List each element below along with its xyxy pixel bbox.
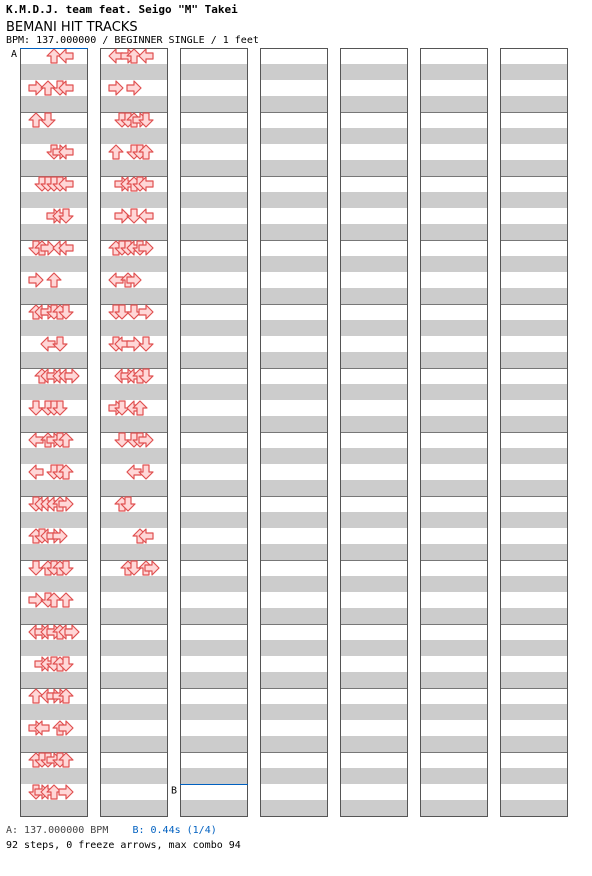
stripe xyxy=(20,512,88,528)
stripe xyxy=(260,768,328,784)
stripe xyxy=(420,192,488,208)
stripe xyxy=(180,320,248,336)
stripe xyxy=(500,640,568,656)
stripe xyxy=(340,128,408,144)
stripe xyxy=(340,768,408,784)
stripe xyxy=(500,512,568,528)
stripe xyxy=(260,256,328,272)
stripe xyxy=(340,544,408,560)
arrow-up-icon xyxy=(133,401,147,415)
arrow-left-icon xyxy=(59,241,73,255)
stripe xyxy=(100,448,168,464)
stripe xyxy=(340,64,408,80)
stripe xyxy=(180,256,248,272)
chart-column xyxy=(500,49,568,817)
stripe xyxy=(180,128,248,144)
arrow-up-icon xyxy=(47,273,61,287)
stripe xyxy=(260,192,328,208)
stripe xyxy=(260,320,328,336)
stripe xyxy=(20,96,88,112)
stripe xyxy=(260,64,328,80)
stripe xyxy=(260,448,328,464)
stripe xyxy=(20,160,88,176)
stripe xyxy=(340,224,408,240)
stripe xyxy=(420,736,488,752)
stripe xyxy=(180,800,248,816)
stripe xyxy=(340,448,408,464)
stripe xyxy=(340,352,408,368)
stripe xyxy=(180,192,248,208)
chart-column xyxy=(260,49,328,817)
stripe xyxy=(500,320,568,336)
stripe xyxy=(100,352,168,368)
stripe xyxy=(20,288,88,304)
stripe xyxy=(20,320,88,336)
song-title: BEMANI HIT TRACKS xyxy=(6,20,138,35)
stripe xyxy=(420,448,488,464)
stripe xyxy=(340,640,408,656)
stripe xyxy=(420,384,488,400)
stripe xyxy=(420,320,488,336)
stripe xyxy=(260,288,328,304)
stripe xyxy=(20,800,88,816)
arrow-down-icon xyxy=(41,113,55,127)
stripe xyxy=(100,640,168,656)
stripe xyxy=(500,256,568,272)
stripe xyxy=(20,672,88,688)
stripe xyxy=(420,704,488,720)
stripe xyxy=(180,768,248,784)
stripe xyxy=(260,512,328,528)
arrow-left-icon xyxy=(139,209,153,223)
stripe xyxy=(260,608,328,624)
stripe xyxy=(500,64,568,80)
stripe xyxy=(500,384,568,400)
stripe xyxy=(20,736,88,752)
stripe xyxy=(500,608,568,624)
stripe xyxy=(420,256,488,272)
stripe xyxy=(420,608,488,624)
chart-column xyxy=(340,49,408,817)
stripe xyxy=(20,352,88,368)
stripe xyxy=(20,448,88,464)
stripe xyxy=(260,128,328,144)
stripe xyxy=(100,512,168,528)
stripe xyxy=(420,128,488,144)
marker-b-label: B xyxy=(171,785,178,797)
stripe xyxy=(340,416,408,432)
stripe xyxy=(500,96,568,112)
stripe xyxy=(20,544,88,560)
stripe xyxy=(180,704,248,720)
arrow-down-icon xyxy=(139,465,153,479)
stripe xyxy=(500,192,568,208)
stripe xyxy=(180,640,248,656)
stripe xyxy=(100,480,168,496)
stripe xyxy=(340,384,408,400)
stripe xyxy=(100,800,168,816)
stripe xyxy=(180,736,248,752)
stripe xyxy=(180,352,248,368)
stripe xyxy=(260,800,328,816)
stripe xyxy=(420,352,488,368)
stripe xyxy=(100,576,168,592)
stripe xyxy=(260,640,328,656)
stripe xyxy=(420,96,488,112)
stripe xyxy=(180,160,248,176)
stripe xyxy=(100,224,168,240)
arrow-right-icon xyxy=(127,81,141,95)
stripe xyxy=(180,288,248,304)
stripe xyxy=(180,576,248,592)
footer-timing xyxy=(6,825,217,836)
stripe xyxy=(340,576,408,592)
stripe xyxy=(100,288,168,304)
stripe xyxy=(100,608,168,624)
stripe xyxy=(20,128,88,144)
chart-info: BPM: 137.000000 / BEGINNER SINGLE / 1 feet xyxy=(6,35,259,46)
stripe xyxy=(180,512,248,528)
stripe xyxy=(500,736,568,752)
stripe xyxy=(100,736,168,752)
stripe xyxy=(340,96,408,112)
stripe xyxy=(20,608,88,624)
stripe xyxy=(180,448,248,464)
stripe xyxy=(20,384,88,400)
arrow-right-icon xyxy=(65,369,79,383)
stripe xyxy=(340,608,408,624)
stripe xyxy=(340,160,408,176)
stripe xyxy=(180,96,248,112)
stripe xyxy=(100,416,168,432)
stripe xyxy=(500,224,568,240)
stripe xyxy=(420,640,488,656)
stripe xyxy=(420,800,488,816)
arrow-right-icon xyxy=(65,625,79,639)
stripe xyxy=(260,736,328,752)
stripe xyxy=(420,768,488,784)
stripe xyxy=(180,224,248,240)
stripe xyxy=(340,192,408,208)
stripe xyxy=(20,256,88,272)
stripe xyxy=(180,672,248,688)
arrow-down-icon xyxy=(59,209,73,223)
stripe xyxy=(100,704,168,720)
stripe xyxy=(500,352,568,368)
arrow-left-icon xyxy=(29,465,43,479)
stripe xyxy=(260,544,328,560)
stop-text: B: 0.44s (1/4) xyxy=(132,825,217,836)
stripe xyxy=(100,128,168,144)
stripe xyxy=(420,512,488,528)
stripe xyxy=(180,480,248,496)
arrow-up-icon xyxy=(59,593,73,607)
stripe xyxy=(420,64,488,80)
arrow-right-icon xyxy=(109,81,123,95)
chart-column xyxy=(180,49,248,817)
stripe xyxy=(20,576,88,592)
stripe xyxy=(260,480,328,496)
stripe xyxy=(20,64,88,80)
stripe xyxy=(420,576,488,592)
stripe xyxy=(340,704,408,720)
stripe xyxy=(340,288,408,304)
stripe xyxy=(260,224,328,240)
arrow-left-icon xyxy=(59,49,73,63)
footer-stats: 92 steps, 0 freeze arrows, max combo 94 xyxy=(6,840,241,851)
stripe xyxy=(20,640,88,656)
stripe xyxy=(500,448,568,464)
stripe xyxy=(20,480,88,496)
stripe xyxy=(340,320,408,336)
stripe xyxy=(500,800,568,816)
stripe xyxy=(500,160,568,176)
stripe xyxy=(260,704,328,720)
stripe xyxy=(100,544,168,560)
stripe xyxy=(500,416,568,432)
stripe xyxy=(500,576,568,592)
stripe xyxy=(500,288,568,304)
stripe xyxy=(500,544,568,560)
stripe xyxy=(260,384,328,400)
stripe xyxy=(100,384,168,400)
stripe xyxy=(340,480,408,496)
stripe xyxy=(180,544,248,560)
stripe xyxy=(180,384,248,400)
stripe xyxy=(420,224,488,240)
stripe xyxy=(260,160,328,176)
stripe xyxy=(20,224,88,240)
stripe xyxy=(100,320,168,336)
stripe xyxy=(340,256,408,272)
stripe xyxy=(260,576,328,592)
arrow-right-icon xyxy=(59,785,73,799)
bpm-change-text: A: 137.000000 BPM xyxy=(6,825,109,836)
chart-column xyxy=(420,49,488,817)
stripe xyxy=(180,608,248,624)
stripe xyxy=(340,672,408,688)
stripe xyxy=(420,416,488,432)
arrow-down-icon xyxy=(53,337,67,351)
stripe xyxy=(500,672,568,688)
stripe xyxy=(500,128,568,144)
arrow-right-icon xyxy=(29,273,43,287)
stripe xyxy=(180,64,248,80)
stripe xyxy=(500,768,568,784)
arrow-down-icon xyxy=(139,337,153,351)
stripe xyxy=(260,416,328,432)
stripe xyxy=(420,544,488,560)
stripe xyxy=(500,704,568,720)
stripe xyxy=(420,672,488,688)
stripe xyxy=(100,768,168,784)
song-artist: K.M.D.J. team feat. Seigo "M" Takei xyxy=(6,3,238,16)
arrow-left-icon xyxy=(139,49,153,63)
stripe xyxy=(100,64,168,80)
stripe xyxy=(420,288,488,304)
arrow-up-icon xyxy=(109,145,123,159)
stripe xyxy=(100,192,168,208)
stripe xyxy=(420,480,488,496)
marker-a-label: A xyxy=(11,49,18,60)
stripe xyxy=(100,256,168,272)
stripe xyxy=(260,672,328,688)
arrow-right-icon xyxy=(139,305,153,319)
stripe xyxy=(20,704,88,720)
stripe xyxy=(20,416,88,432)
stripe xyxy=(260,352,328,368)
stripe xyxy=(180,416,248,432)
stripe xyxy=(260,96,328,112)
stripe xyxy=(20,768,88,784)
stripe xyxy=(340,736,408,752)
stripe xyxy=(420,160,488,176)
stripe xyxy=(100,96,168,112)
stripe xyxy=(100,672,168,688)
stripe xyxy=(500,480,568,496)
stripe xyxy=(340,512,408,528)
stripe xyxy=(100,160,168,176)
stripe xyxy=(340,800,408,816)
stripe xyxy=(20,192,88,208)
